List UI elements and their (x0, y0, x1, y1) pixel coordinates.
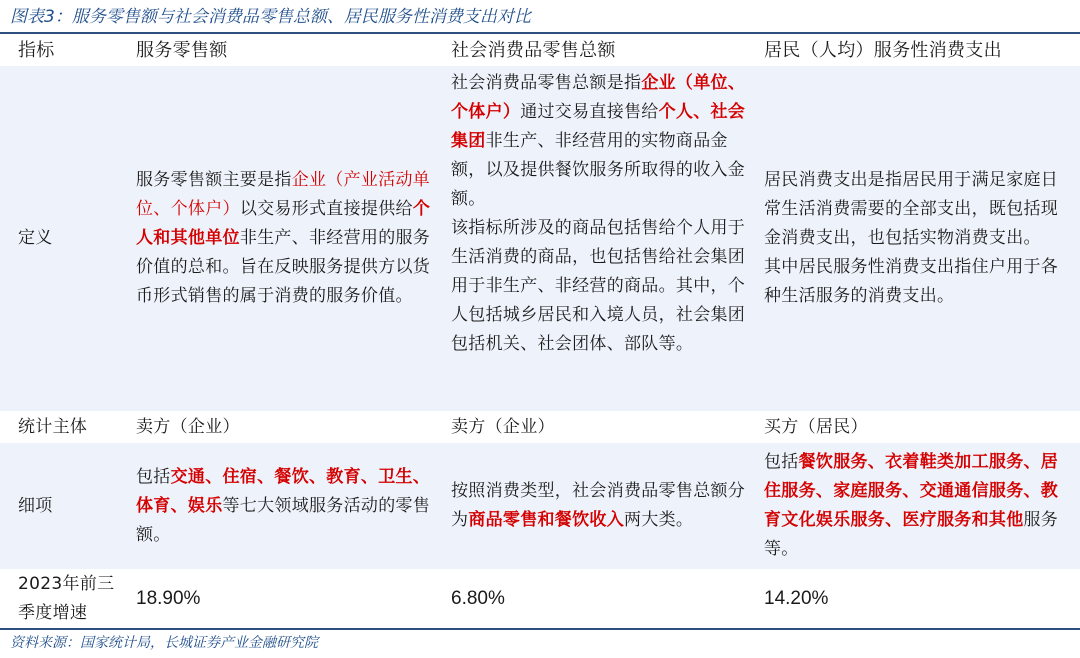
subject-row (0, 411, 1080, 443)
items-label: 细项 (18, 495, 53, 516)
header-service-retail: 服务零售额 (136, 39, 228, 61)
definition-service-retail (136, 66, 441, 411)
header-indicator: 指标 (18, 39, 55, 61)
items-service-retail (136, 443, 441, 569)
definition-resident-service-text: 居民消费支出是指居民用于满足家庭日常生活消费需要的全部支出，既包括现金消费支出，也包括实物消费支出。 其中居民服务性消费支出指住户用于各种生活服务的消费支出。 (764, 170, 1059, 306)
definition-consumer-goods (451, 66, 753, 411)
growth-resident-service: 14.20% (764, 587, 829, 609)
definition-row (0, 66, 1080, 411)
items-consumer-goods-text: 按照消费类型，社会消费品零售总额分为商品零售和餐饮收入两大类。 (451, 481, 746, 530)
definition-consumer-goods-text: 社会消费品零售总额是指企业（单位、个体户）通过交易直接售给个人、社会集团非生产、非经营用的实物商品金额，以及提供餐饮服务所取得的收入金额。 该指标所涉及的商品包括售给个人用于生活消费的商品，也包括售给社会集团用于非生产、非经营的商品。其中，个人包括城乡居民和入境人员，社会集团包括机关、社会团体、部队等。 (451, 73, 746, 354)
table-caption: 图表3：服务零售额与社会消费品零售总额、居民服务性消费支出对比 (10, 7, 531, 27)
growth-row (0, 569, 1080, 628)
subject-service-retail: 卖方（企业） (136, 416, 240, 437)
source-note: 资料来源：国家统计局，长城证券产业金融研究院 (10, 635, 318, 651)
definition-resident-service (764, 66, 1074, 411)
growth-consumer-goods: 6.80% (451, 587, 505, 609)
items-row (0, 443, 1080, 569)
subject-resident-service: 买方（居民） (764, 416, 868, 437)
subject-consumer-goods: 卖方（企业） (451, 416, 555, 437)
definition-service-retail-text: 服务零售额主要是指企业（产业活动单位、个体户）以交易形式直接提供给个人和其他单位非生产、非经营用的服务价值的总和。旨在反映服务提供方以货币形式销售的属于消费的服务价值。 (136, 170, 431, 306)
header-resident-service: 居民（人均）服务性消费支出 (764, 39, 1002, 61)
growth-service-retail: 18.90% (136, 587, 201, 609)
bottom-rule (0, 628, 1080, 630)
header-row (0, 34, 1080, 66)
items-consumer-goods (451, 443, 753, 569)
items-resident-service-text: 包括餐饮服务、衣着鞋类加工服务、居住服务、家庭服务、交通通信服务、教育文化娱乐服务、医疗服务和其他服务等。 (764, 452, 1059, 559)
definition-label: 定义 (18, 228, 53, 248)
subject-label: 统计主体 (18, 416, 88, 437)
header-consumer-goods: 社会消费品零售总额 (451, 39, 616, 61)
items-resident-service (764, 443, 1074, 569)
items-service-retail-text: 包括交通、住宿、餐饮、教育、卫生、体育、娱乐等七大领域服务活动的零售额。 (136, 466, 431, 545)
growth-label: 2023年前三季度增速 (18, 573, 115, 623)
